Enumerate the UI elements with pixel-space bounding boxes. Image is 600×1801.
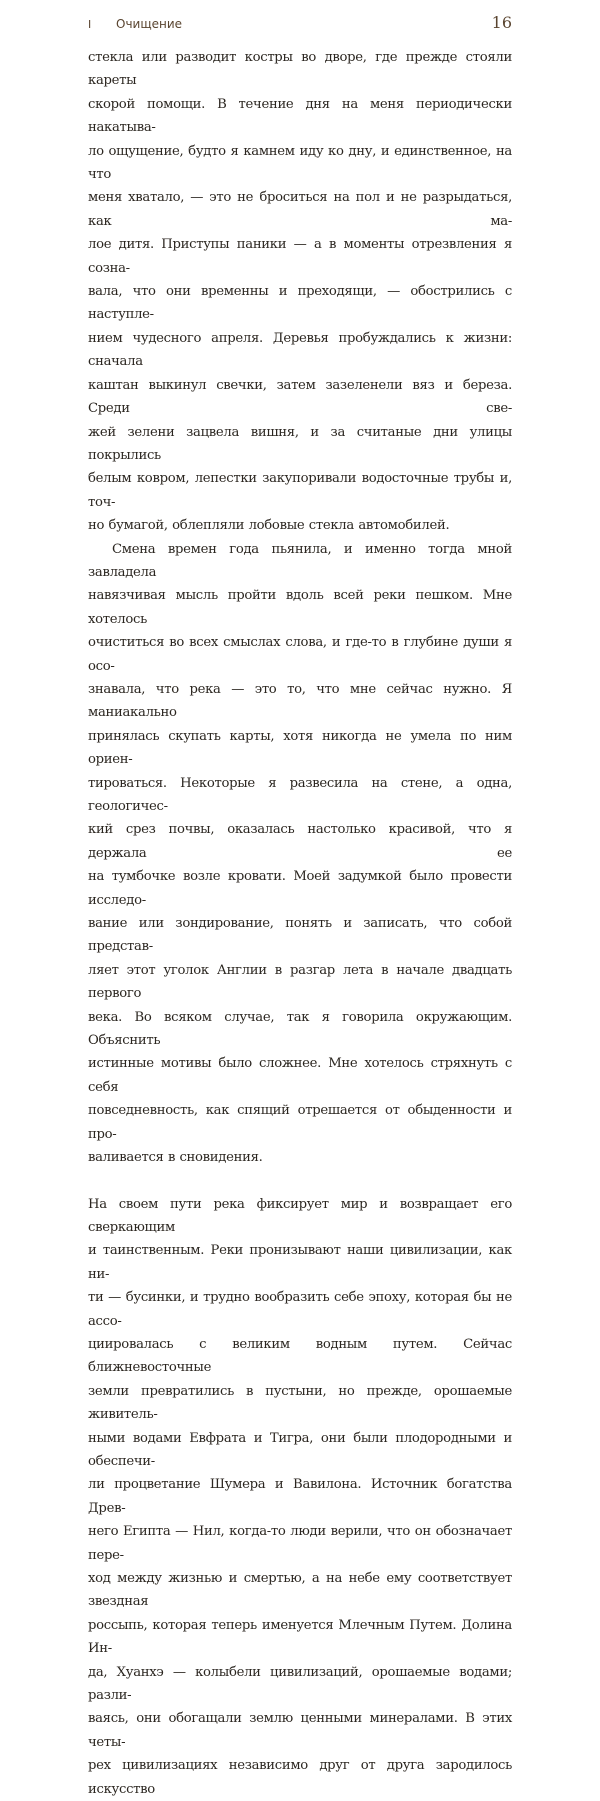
text-line: кий срез почвы, оказалась настолько красивой, что я держала ее	[88, 818, 512, 865]
text-line: Смена времен года пьянила, и именно тогда мной завладела	[88, 538, 512, 585]
text-line: ло ощущение, будто я камнем иду ко дну, и единственное, на что	[88, 140, 512, 187]
text-line: навязчивая мысль пройти вдоль всей реки пешком. Мне хотелось	[88, 584, 512, 631]
text-line: очиститься во всех смыслах слова, и где-то в глубине души я осо-	[88, 631, 512, 678]
text-line: тироваться. Некоторые я развесила на стене, а одна, геологичес-	[88, 772, 512, 819]
text-line: валивается в сновидения.	[88, 1146, 512, 1169]
text-line: истинные мотивы было сложнее. Мне хотелось стряхнуть с себя	[88, 1052, 512, 1099]
text-line: белым ковром, лепестки закупоривали водосточные трубы и, точ-	[88, 467, 512, 514]
text-line: нием чудесного апреля. Деревья пробуждались к жизни: сначала	[88, 327, 512, 374]
text-line: На своем пути река фиксирует мир и возвращает его сверкающим	[88, 1193, 512, 1240]
text-line: повседневность, как спящий отрешается от обыденности и про-	[88, 1099, 512, 1146]
text-line: россыпь, которая теперь именуется Млечным Путем. Долина Ин-	[88, 1614, 512, 1661]
text-line: века. Во всяком случае, так я говорила окружающим. Объяснить	[88, 1006, 512, 1053]
running-header	[88, 16, 512, 38]
page-number: 16	[492, 13, 512, 32]
text-line: лое дитя. Приступы паники — а в моменты отрезвления я созна-	[88, 233, 512, 280]
paragraph	[88, 1193, 512, 1801]
text-line: ли процветание Шумера и Вавилона. Источник богатства Древ-	[88, 1473, 512, 1520]
paragraph	[88, 538, 512, 1170]
page-body	[88, 46, 512, 1801]
text-line: ти — бусинки, и трудно вообразить себе эпоху, которая бы не ассо-	[88, 1286, 512, 1333]
text-line: ными водами Евфрата и Тигра, они были плодородными и обеспечи-	[88, 1427, 512, 1474]
text-line: и таинственным. Реки пронизывают наши цивилизации, как ни-	[88, 1239, 512, 1286]
text-line: да, Хуанхэ — колыбели цивилизаций, орошаемые водами; разли-	[88, 1661, 512, 1708]
text-line: но бумагой, облепляли лобовые стекла автомобилей.	[88, 514, 512, 537]
section-break	[88, 1170, 512, 1193]
text-line: вание или зондирование, понять и записать, что собой представ-	[88, 912, 512, 959]
text-line: ход между жизнью и смертью, а на небе ему соответствует звездная	[88, 1567, 512, 1614]
text-line: циировалась с великим водным путем. Сейчас ближневосточные	[88, 1333, 512, 1380]
text-line: меня хватало, — это не броситься на пол и не разрыдаться, как ма-	[88, 186, 512, 233]
text-line: земли превратились в пустыни, но прежде, орошаемые живитель-	[88, 1380, 512, 1427]
text-line: жей зелени зацвела вишня, и за считаные дни улицы покрылись	[88, 421, 512, 468]
text-line: знавала, что река — это то, что мне сейчас нужно. Я маниакально	[88, 678, 512, 725]
text-line: него Египта — Нил, когда-то люди верили, что он обозначает пере-	[88, 1520, 512, 1567]
paragraph	[88, 46, 512, 538]
text-line: на тумбочке возле кровати. Моей задумкой было провести исследо-	[88, 865, 512, 912]
text-line: ваясь, они обогащали землю ценными минералами. В этих четы-	[88, 1707, 512, 1754]
chapter-number: I	[88, 18, 91, 31]
text-line: скорой помощи. В течение дня на меня периодически накатыва-	[88, 93, 512, 140]
text-line: каштан выкинул свечки, затем зазеленели вяз и береза. Среди све-	[88, 374, 512, 421]
text-line: стекла или разводит костры во дворе, где прежде стояли кареты	[88, 46, 512, 93]
text-line: рех цивилизациях независимо друг от друга зародилось искусство	[88, 1754, 512, 1801]
text-line: ляет этот уголок Англии в разгар лета в начале двадцать первого	[88, 959, 512, 1006]
text-line: принялась скупать карты, хотя никогда не умела по ним ориен-	[88, 725, 512, 772]
text-line: вала, что они временны и преходящи, — обострились с наступле-	[88, 280, 512, 327]
chapter-title: Очищение	[116, 17, 182, 31]
